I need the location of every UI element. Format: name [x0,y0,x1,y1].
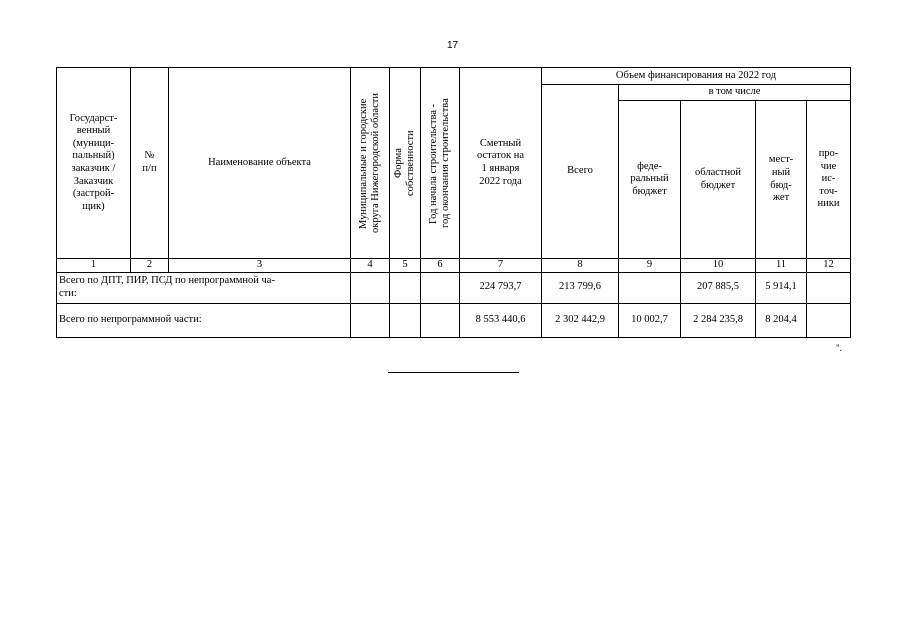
cell-total: 213 799,6 [542,272,619,303]
cell-regional: 2 284 235,8 [681,303,756,337]
column-number: 2 [131,259,169,273]
cell-federal [619,272,681,303]
header-regional: областной бюджет [681,101,756,259]
cell-federal: 10 002,7 [619,303,681,337]
header-ownership-cell [390,68,421,259]
header-municipality: Муниципальные и городские округа Нижегородской области [357,93,381,233]
column-number: 11 [756,259,807,273]
header-object-name: Наименование объекта [169,68,351,259]
page-number: 17 [446,40,459,51]
column-number: 10 [681,259,756,273]
empty-cell [351,303,390,337]
header-ownership: Форма собственности [392,130,416,196]
cell-local: 8 204,4 [756,303,807,337]
column-number: 7 [460,259,542,273]
cell-total: 2 302 442,9 [542,303,619,337]
header-customer: Государст- венный (муници- пальный) заказчик / Заказчик (застрой- щик) [57,68,131,259]
empty-cell [390,272,421,303]
empty-cell [421,272,460,303]
header-local: мест- ный бюд- жет [756,101,807,259]
header-including: в том числе [619,85,851,101]
closing-quote: ". [836,343,842,353]
financing-table [56,67,851,338]
column-number: 5 [390,259,421,273]
empty-cell [351,272,390,303]
header-years-cell [421,68,460,259]
column-number: 9 [619,259,681,273]
empty-cell [390,303,421,337]
cell-other [807,272,851,303]
header-total: Всего [542,85,619,259]
column-number: 12 [807,259,851,273]
header-remaining: Сметный остаток на 1 января 2022 года [460,68,542,259]
header-number: № п/п [131,68,169,259]
end-divider-line [388,372,519,373]
cell-remaining: 8 553 440,6 [460,303,542,337]
row-label: Всего по ДПТ, ПИР, ПСД по непрограммной ча- сти: [57,272,351,303]
column-number: 1 [57,259,131,273]
empty-cell [421,303,460,337]
cell-local: 5 914,1 [756,272,807,303]
header-years: Год начала строительства - год окончания строительства [427,98,451,228]
column-number-row [57,259,851,273]
cell-other [807,303,851,337]
column-number: 4 [351,259,390,273]
header-financing-group: Объем финансирования на 2022 год [542,68,851,85]
cell-regional: 207 885,5 [681,272,756,303]
column-number: 6 [421,259,460,273]
row-label: Всего по непрограммной части: [57,303,351,337]
table-row [57,303,851,337]
header-municipality-cell [351,68,390,259]
header-federal: феде- ральный бюджет [619,101,681,259]
column-number: 8 [542,259,619,273]
column-number: 3 [169,259,351,273]
cell-remaining: 224 793,7 [460,272,542,303]
table-row [57,272,851,303]
header-other: про- чие ис- точ- ники [807,101,851,259]
